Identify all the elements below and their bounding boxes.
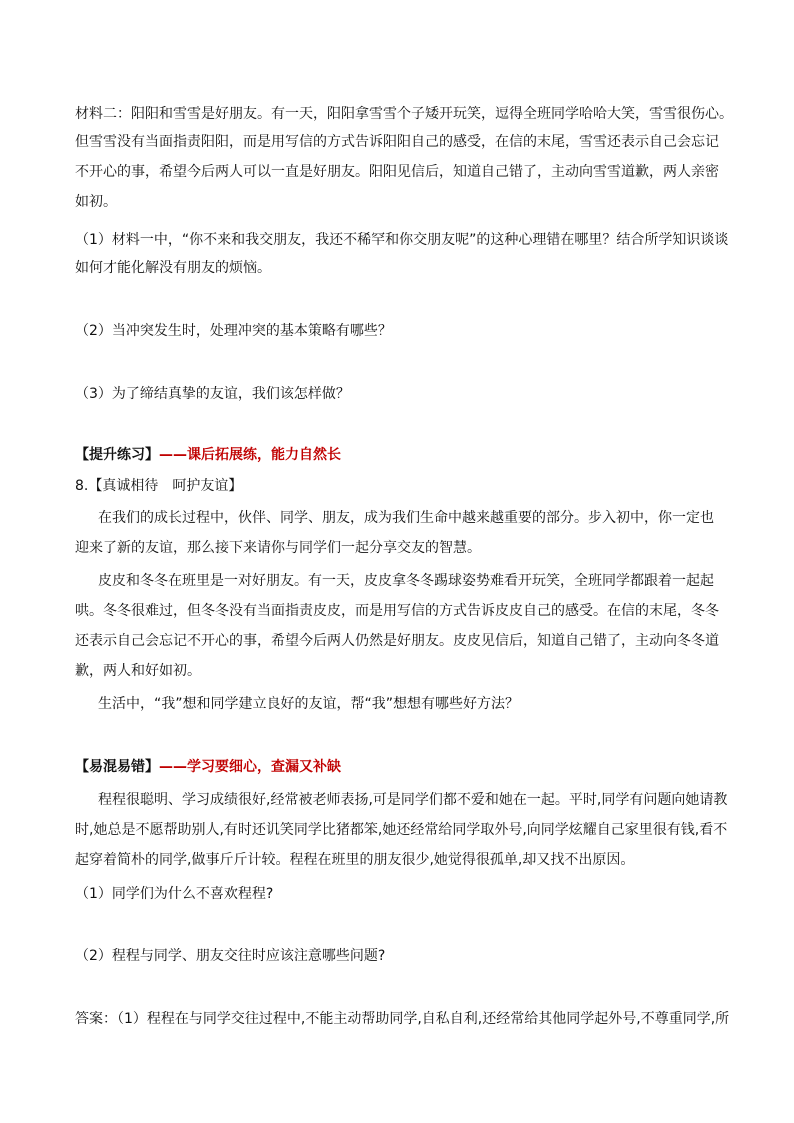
- q8-paragraph-line: 迎来了新的友谊，那么接下来请你与同学们一起分享交友的智慧。: [75, 540, 481, 556]
- chengcheng-paragraph-line: 起穿着简朴的同学,做事斤斤计较。程程在班里的朋友很少,她觉得很孤单,却又找不出原因。: [75, 852, 635, 868]
- answer-line: 答案：（1）程程在与同学交往过程中,不能主动帮助同学,自私自利,还经常给其他同学起外号,不尊重同学,所: [75, 1011, 730, 1027]
- chengcheng-paragraph-line: 程程很聪明、学习成绩很好,经常被老师表扬,可是同学们都不爱和她在一起。平时,同学有问题向她请教: [98, 792, 728, 808]
- section-label: 【提升练习】: [75, 447, 159, 463]
- section-heading-improve: [75, 445, 725, 465]
- section-slogan: ——课后拓展练，能力自然长: [159, 447, 341, 463]
- q8-paragraph-line: 还表示自己会忘记不开心的事，希望今后两人仍然是好朋友。皮皮见信后，知道自己错了，主动向冬冬道: [75, 633, 719, 649]
- material2-line: 不开心的事，希望今后两人可以一直是好朋友。阳阳见信后，知道自己错了，主动向雪雪道歉，两人亲密: [75, 164, 719, 180]
- question-8-title: 8.【真诚相待 呵护友谊】: [75, 478, 243, 494]
- q8-paragraph-line: 哄。冬冬很难过，但冬冬没有当面指责皮皮，而是用写信的方式告诉皮皮自己的感受。在信的末尾，冬冬: [75, 603, 719, 619]
- chengcheng-question-1: （1）同学们为什么不喜欢程程?: [75, 886, 274, 902]
- material2-line: 材料二：阳阳和雪雪是好朋友。有一天，阳阳拿雪雪个子矮开玩笑，逗得全班同学哈哈大笑，雪雪很伤心。: [75, 106, 733, 122]
- chengcheng-paragraph-line: 时,她总是不愿帮助别人,有时还讥笑同学比猪都笨,她还经常给同学取外号,向同学炫耀自己家里很有钱,看不: [75, 822, 728, 838]
- q8-paragraph-line: 在我们的成长过程中，伙伴、同学、朋友，成为我们生命中越来越重要的部分。步入初中，你一定也: [98, 510, 714, 526]
- question-3: （3）为了缔结真挚的友谊，我们该怎样做？: [75, 386, 350, 402]
- section-slogan: ——学习要细心，查漏又补缺: [159, 759, 341, 775]
- q8-paragraph-line: 皮皮和冬冬在班里是一对好朋友。有一天，皮皮拿冬冬踢球姿势难看开玩笑，全班同学都跟着一起起: [98, 573, 714, 589]
- section-label: 【易混易错】: [75, 759, 159, 775]
- question-2: （2）当冲突发生时，处理冲突的基本策略有哪些？: [75, 323, 392, 339]
- chengcheng-question-2: （2）程程与同学、朋友交往时应该注意哪些问题?: [75, 948, 386, 964]
- question-1-line: 如何才能化解没有朋友的烦恼。: [75, 260, 271, 276]
- q8-paragraph-line: 歉，两人和好如初。: [75, 663, 201, 679]
- section-heading-mistakes: [75, 757, 725, 777]
- material2-line: 如初。: [75, 194, 117, 210]
- question-1-line: （1）材料一中，“你不来和我交朋友，我还不稀罕和你交朋友呢”的这种心理错在哪里？结合所学知识谈谈: [75, 232, 729, 248]
- material2-line: 但雪雪没有当面指责阳阳，而是用写信的方式告诉阳阳自己的感受，在信的末尾，雪雪还表示自己会忘记: [75, 134, 719, 150]
- q8-question: 生活中，“我”想和同学建立良好的友谊，帮“我”想想有哪些好方法？: [98, 696, 520, 712]
